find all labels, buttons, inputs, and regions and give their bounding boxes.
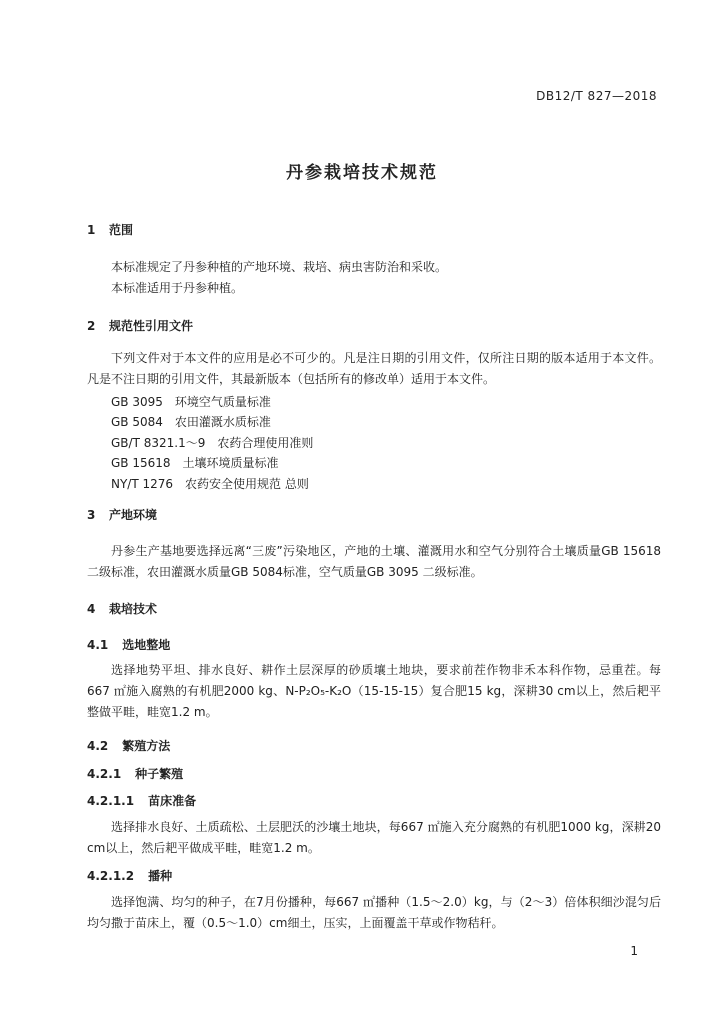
section-number: 4.2.1 [87, 767, 122, 781]
section-title: 播种 [148, 869, 173, 883]
section-number: 3 [87, 508, 96, 522]
section-number: 4.2.1.2 [87, 869, 135, 883]
body-paragraph: 选择排水良好、土质疏松、土层肥沃的沙壤土地块，每667 ㎡施入充分腐熟的有机肥1000 kg，深耕20 cm以上，然后耙平做成平畦，畦宽1.2 m。 [87, 820, 661, 855]
body-line: 本标准规定了丹参种植的产地环境、栽培、病虫害防治和采收。 [111, 260, 448, 274]
subsection-4-1-heading [87, 636, 170, 653]
section-title: 产地环境 [109, 508, 158, 522]
page-number: 1 [630, 944, 638, 958]
subsection-4-2-1-1-heading [87, 792, 196, 809]
reference-item: GB 15618 土壤环境质量标准 [111, 456, 279, 470]
document-title: 丹参栽培技术规范 [286, 163, 438, 183]
section-title: 范围 [109, 223, 134, 237]
reference-item: GB 5084 农田灌溉水质标准 [111, 415, 271, 429]
section-4-heading [87, 600, 157, 617]
section-1-heading [87, 221, 133, 238]
reference-item: GB 3095 环境空气质量标准 [111, 395, 271, 409]
subsection-4-2-1-2-heading [87, 867, 172, 884]
section-number: 4 [87, 602, 96, 616]
section-title: 栽培技术 [109, 602, 158, 616]
section-number: 4.2 [87, 739, 109, 753]
body-paragraph: 选择饱满、均匀的种子，在7月份播种，每667 ㎡播种（1.5～2.0）kg，与（2～3）倍体积细沙混匀后均匀撒于苗床上，覆（0.5～1.0）cm细土，压实，上面覆盖干草或作物秸秆。 [87, 895, 661, 930]
section-title: 选地整地 [122, 638, 171, 652]
section-title: 繁殖方法 [122, 739, 171, 753]
section-number: 4.1 [87, 638, 109, 652]
section-2-heading [87, 317, 193, 334]
section-title: 苗床准备 [148, 794, 197, 808]
subsection-4-2-heading [87, 737, 170, 754]
section-number: 2 [87, 319, 96, 333]
section-title: 种子繁殖 [135, 767, 184, 781]
section-title: 规范性引用文件 [109, 319, 194, 333]
subsection-4-2-1-heading [87, 765, 183, 782]
section-number: 1 [87, 223, 96, 237]
reference-item: GB/T 8321.1～9 农药合理使用准则 [111, 436, 314, 450]
body-line: 本标准适用于丹参种植。 [111, 281, 244, 295]
body-paragraph: 下列文件对于本文件的应用是必不可少的。凡是注日期的引用文件，仅所注日期的版本适用于本文件。凡是不注日期的引用文件，其最新版本（包括所有的修改单）适用于本文件。 [87, 351, 661, 386]
section-number: 4.2.1.1 [87, 794, 135, 808]
reference-item: NY/T 1276 农药安全使用规范 总则 [111, 477, 309, 491]
section-3-heading [87, 506, 157, 523]
body-paragraph: 丹参生产基地要选择远离“三废”污染地区，产地的土壤、灌溉用水和空气分别符合土壤质量GB 15618 二级标准，农田灌溉水质量GB 5084标准，空气质量GB 3095 二级标准。 [87, 544, 661, 579]
standard-code: DB12/T 827—2018 [536, 89, 657, 103]
body-paragraph: 选择地势平坦、排水良好、耕作土层深厚的砂质壤土地块，要求前茬作物非禾本科作物，忌重茬。每667 ㎡施入腐熟的有机肥2000 kg、N-P₂O₅-K₂O（15-15-15）复合肥15 kg，深耕30 cm以上，然后耙平整做平畦，畦宽1.2 m。 [87, 663, 661, 719]
